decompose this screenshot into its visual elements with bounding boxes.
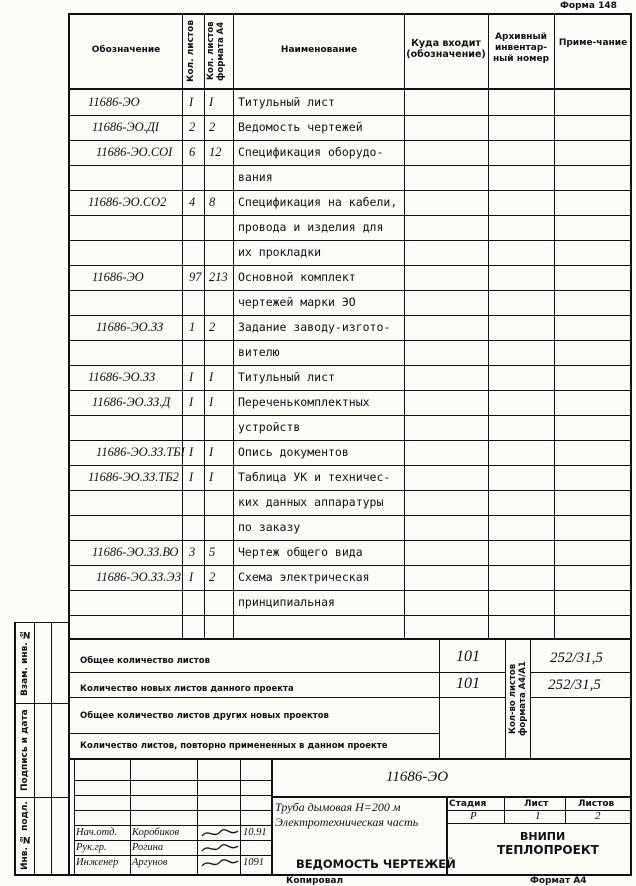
row-divider bbox=[68, 515, 631, 516]
row-name-line: Схема электрическая bbox=[238, 570, 370, 584]
row-sheets: I bbox=[189, 95, 194, 109]
row-sheets: I bbox=[189, 395, 194, 409]
row-divider bbox=[68, 340, 631, 341]
a4-count-header: Кол-во листов формата А4/А1 bbox=[508, 661, 528, 737]
row-name-line: их прокладки bbox=[238, 245, 322, 259]
row-name-line: вания bbox=[238, 170, 273, 184]
row-divider bbox=[68, 615, 631, 616]
row-designation: 11686-ЭО.ДI bbox=[92, 120, 159, 134]
row-divider bbox=[68, 140, 631, 141]
row-name-line: Задание заводу-изгото- bbox=[238, 320, 391, 334]
row-designation: 11686-ЭО.ЗЗ.ЭЗ bbox=[96, 570, 182, 584]
row-divider bbox=[68, 540, 631, 541]
row-name-line: Переченькомплектных bbox=[238, 395, 370, 409]
row-designation: 11686-ЭО.ЗЗ.Д bbox=[92, 395, 171, 409]
row-name-line: провода и изделия для bbox=[238, 220, 384, 234]
signer-name: Коробиков bbox=[132, 827, 180, 838]
doc-title: ВЕДОМОСТЬ ЧЕРТЕЖЕЙ bbox=[296, 857, 456, 871]
row-designation: 11686-ЭО bbox=[92, 270, 144, 284]
row-sheets-a4: 2 bbox=[209, 320, 216, 334]
row-name-line: Спецификация оборудо- bbox=[238, 145, 384, 159]
signer-date: 1091 bbox=[243, 857, 264, 868]
signer-name: Аргунов bbox=[132, 857, 168, 868]
row-divider bbox=[68, 415, 631, 416]
signer-name: Рогина bbox=[132, 842, 164, 853]
total-sheets-a4: 252/31,5 bbox=[550, 650, 603, 666]
sheets-value: 2 bbox=[595, 810, 601, 822]
row-sheets: 4 bbox=[189, 195, 196, 209]
row-sheets-a4: 2 bbox=[209, 120, 216, 134]
row-divider bbox=[68, 390, 631, 391]
row-sheets-a4: 213 bbox=[209, 270, 228, 284]
stage-value: Р bbox=[470, 810, 477, 822]
reused-sheets-label: Количество листов, повторно примененных в данном проекте bbox=[80, 741, 388, 751]
row-sheets: 3 bbox=[189, 545, 196, 559]
row-name-line: Ведомость чертежей bbox=[238, 120, 363, 134]
row-designation: 11686-ЭО.ЗЗ.ТБ2 bbox=[88, 470, 179, 484]
row-name-line: принципиальная bbox=[238, 595, 335, 609]
row-designation: 11686-ЭО.ЗЗ.ВО bbox=[92, 545, 179, 559]
header-name: Наименование bbox=[280, 45, 358, 55]
row-sheets-a4: I bbox=[209, 395, 214, 409]
section-name: Электротехническая часть bbox=[275, 815, 419, 829]
sheet-label: Лист bbox=[524, 799, 549, 809]
row-sheets: 97 bbox=[189, 270, 202, 284]
signature-mark bbox=[200, 857, 240, 870]
row-name-line: Спецификация на кабели, bbox=[238, 195, 398, 209]
row-sheets: I bbox=[189, 470, 194, 484]
row-divider bbox=[68, 265, 631, 266]
new-sheets-label: Количество новых листов данного проекта bbox=[80, 684, 294, 694]
row-divider bbox=[68, 440, 631, 441]
row-name-line: Титульный лист bbox=[238, 370, 335, 384]
row-name-line: Опись документов bbox=[238, 445, 349, 459]
row-sheets: 6 bbox=[189, 145, 196, 159]
header-note: Приме-чание bbox=[558, 38, 628, 48]
stage-label: Стадия bbox=[449, 799, 487, 809]
header-sheets: Кол. листов bbox=[186, 19, 196, 82]
row-name-line: Таблица УК и техничес- bbox=[238, 470, 391, 484]
org-line-2: ТЕПЛОПРОЕКТ bbox=[497, 843, 599, 857]
row-sheets: I bbox=[189, 570, 194, 584]
row-name-line: Чертеж общего вида bbox=[238, 545, 363, 559]
row-divider bbox=[68, 590, 631, 591]
row-sheets-a4: I bbox=[209, 445, 214, 459]
signer-role: Инженер bbox=[76, 857, 119, 868]
header-designation: Обозначение bbox=[91, 45, 161, 55]
footer-copied: Копировал bbox=[286, 876, 344, 886]
signer-date: 10.91 bbox=[243, 827, 267, 838]
signature-mark bbox=[200, 842, 240, 855]
signer-role: Рук.гр. bbox=[76, 842, 107, 853]
row-divider bbox=[68, 465, 631, 466]
row-divider bbox=[68, 190, 631, 191]
row-sheets: 2 bbox=[189, 120, 196, 134]
object-name: Труба дымовая Н=200 м bbox=[275, 800, 401, 814]
row-sheets: 1 bbox=[189, 320, 196, 334]
row-divider bbox=[68, 240, 631, 241]
row-sheets-a4: I bbox=[209, 370, 214, 384]
new-sheets-value: 101 bbox=[456, 675, 480, 692]
signer-role: Нач.отд. bbox=[76, 827, 118, 838]
new-sheets-a4: 252/31,5 bbox=[548, 677, 601, 693]
row-divider bbox=[68, 315, 631, 316]
org-line-1: ВНИПИ bbox=[520, 830, 566, 843]
row-sheets-a4: I bbox=[209, 95, 214, 109]
row-name-line: вителю bbox=[238, 345, 280, 359]
form-label: Форма 148 bbox=[560, 1, 617, 11]
total-sheets-value: 101 bbox=[456, 648, 480, 665]
row-divider bbox=[68, 115, 631, 116]
other-projects-label: Общее количество листов других новых проектов bbox=[80, 711, 329, 721]
header-destination: Куда входит (обозначение) bbox=[406, 38, 486, 60]
row-name-line: чертежей марки ЭО bbox=[238, 295, 356, 309]
row-sheets: I bbox=[189, 370, 194, 384]
header-archive: Архивный инвентар-ный номер bbox=[492, 32, 550, 64]
row-divider bbox=[68, 165, 631, 166]
row-designation: 11686-ЭО.ЗЗ.ТБI bbox=[96, 445, 185, 459]
row-sheets-a4: 12 bbox=[209, 145, 222, 159]
sheet-value: 1 bbox=[535, 810, 541, 822]
row-sheets-a4: 8 bbox=[209, 195, 216, 209]
header-sheets-a4: Кол. листов формата А4 bbox=[206, 21, 226, 81]
side-replace-inv: Взам. инв. № bbox=[20, 629, 30, 697]
row-name-line: ких данных аппаратуры bbox=[238, 495, 384, 509]
row-divider bbox=[68, 215, 631, 216]
row-name-line: по заказу bbox=[238, 520, 301, 534]
row-divider bbox=[68, 290, 631, 291]
row-designation: 11686-ЭО.ЗЗ bbox=[88, 370, 156, 384]
row-divider bbox=[68, 565, 631, 566]
total-sheets-label: Общее количество листов bbox=[80, 656, 210, 666]
footer-format: Формат А4 bbox=[530, 876, 587, 886]
doc-code: 11686-ЭО bbox=[386, 769, 449, 785]
signature-mark bbox=[200, 827, 240, 840]
side-inv-number: Инв. № подл. bbox=[20, 801, 30, 871]
row-sheets-a4: 2 bbox=[209, 570, 216, 584]
row-name-line: Титульный лист bbox=[238, 95, 335, 109]
sheets-label: Листов bbox=[578, 799, 615, 809]
row-designation: 11686-ЭО.СОI bbox=[96, 145, 173, 159]
row-sheets: I bbox=[189, 445, 194, 459]
row-designation: 11686-ЭО bbox=[88, 95, 140, 109]
row-designation: 11686-ЭО.СО2 bbox=[88, 195, 167, 209]
row-divider bbox=[68, 490, 631, 491]
row-divider bbox=[68, 365, 631, 366]
row-name-line: Основной комплект bbox=[238, 270, 356, 284]
side-sign-date: Подпись и дата bbox=[20, 709, 30, 791]
row-sheets-a4: I bbox=[209, 470, 214, 484]
row-name-line: устройств bbox=[238, 420, 301, 434]
row-sheets-a4: 5 bbox=[209, 545, 216, 559]
row-designation: 11686-ЭО.ЗЗ bbox=[96, 320, 164, 334]
